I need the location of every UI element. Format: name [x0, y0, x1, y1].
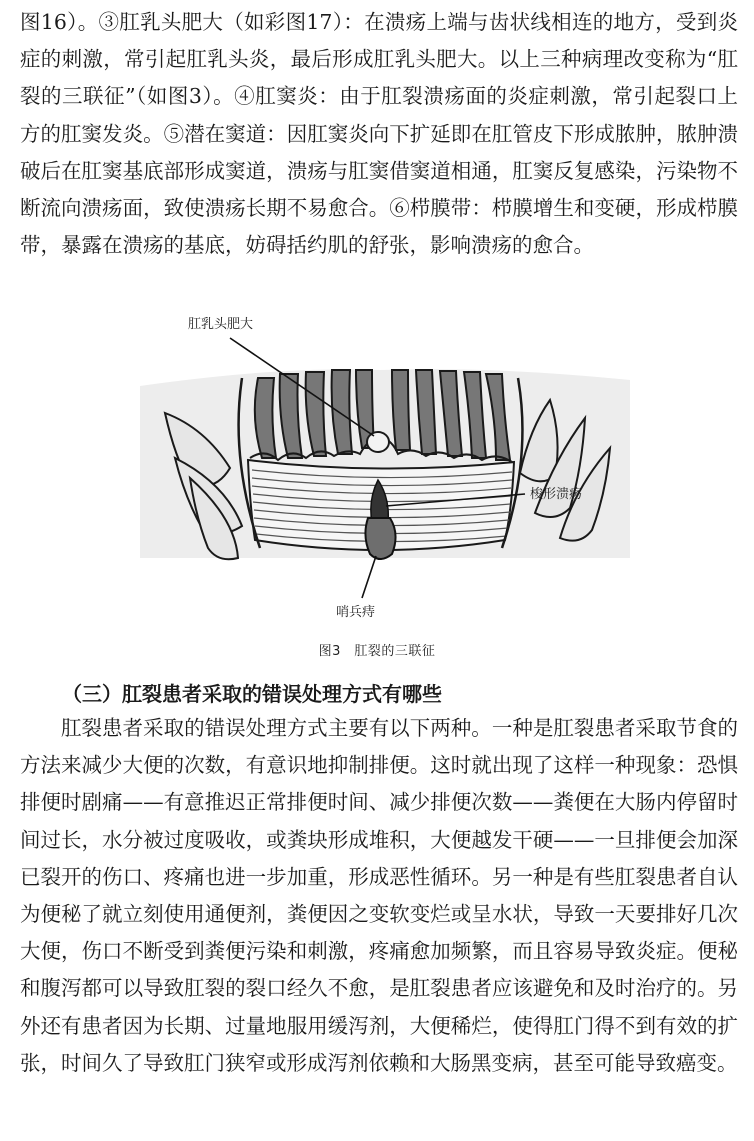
paragraph-wrong-treatment: 肛裂患者采取的错误处理方式主要有以下两种。一种是肛裂患者采取节食的方法来减少大便的次数，有意识地抑制排便。这时就出现了这样一种现象：恐惧排便时剧痛——有意推迟正常排便时间、减少排便次数——粪便在大肠内停留时间过长，水分被过度吸收，或粪块形成堆积，大便越发干硬——一旦排便会加深已裂开的伤口、疼痛也进一步加重，形成恶性循环。另一种是有些肛裂患者自认为便秘了就立刻使用通便剂，粪便因之变软变烂或呈水状，导致一天要排好几次大便，伤口不断受到粪便污染和刺激，疼痛愈加频繁，而且容易导致炎症。便秘和腹泻都可以导致肛裂的裂口经久不愈，是肛裂患者应该避免和及时治疗的。另外还有患者因为长期、过量地服用缓泻剂，大便稀烂，使得肛门得不到有效的扩张，时间久了导致肛门狭窄或形成泻剂依赖和大肠黑变病，甚至可能导致癌变。	[20, 716, 738, 1075]
section-heading: （三）肛裂患者采取的错误处理方式有哪些	[62, 682, 442, 706]
label-fusiform-ulcer: 梭形溃疡	[530, 487, 583, 502]
hypertrophied-papilla	[367, 432, 389, 452]
anal-fissure-triad-figure	[130, 308, 630, 628]
sentinel-pile	[365, 518, 395, 559]
label-anal-papilla: 肛乳头肥大	[188, 317, 254, 332]
label-sentinel-pile: 哨兵痔	[336, 605, 376, 620]
anal-fissure-illustration	[130, 308, 630, 628]
figure-caption: 图3 肛裂的三联征	[318, 644, 436, 659]
paragraph-pathology: 图16）。③肛乳头肥大（如彩图17）：在溃疡上端与齿状线相连的地方，受到炎症的刺激，常引起肛乳头炎，最后形成肛乳头肥大。以上三种病理改变称为“肛裂的三联征”（如图3）。④肛窦炎：由于肛裂溃疡面的炎症刺激，常引起裂口上方的肛窦发炎。⑤潜在窦道：因肛窦炎向下扩延即在肛管皮下形成脓肿，脓肿溃破后在肛窦基底部形成窦道，溃疡与肛窦借窦道相通，肛窦反复感染，污染物不断流向溃疡面，致使溃疡长期不易愈合。⑥栉膜带：栉膜增生和变硬，形成栉膜带，暴露在溃疡的基底，妨碍括约肌的舒张，影响溃疡的愈合。	[20, 10, 738, 258]
leader-line-sentinel	[362, 556, 376, 598]
